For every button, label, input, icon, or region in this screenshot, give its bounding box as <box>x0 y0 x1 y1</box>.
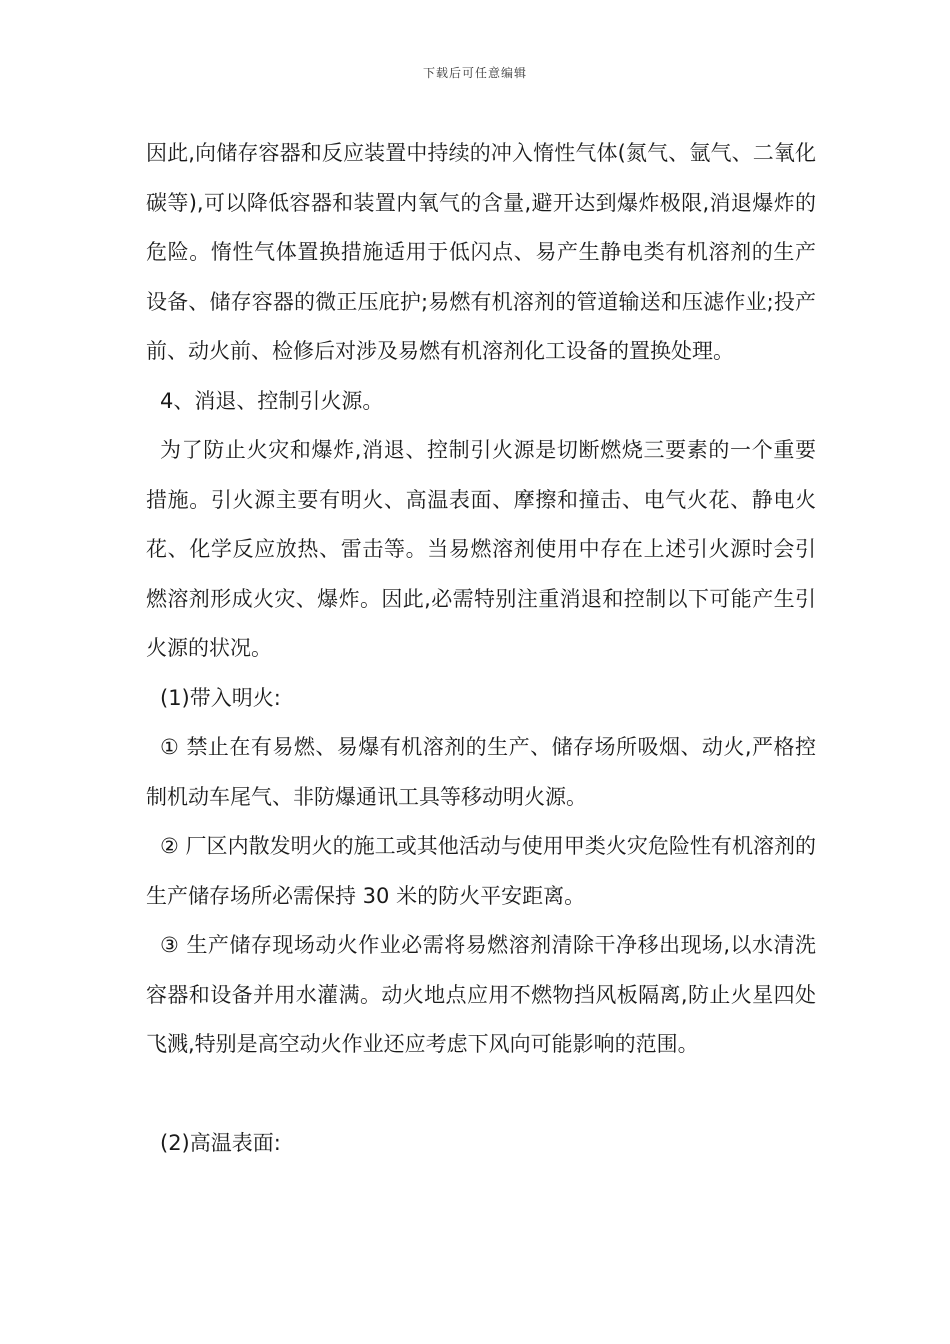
subheading-high-temp-surface: (2)高温表面: <box>160 1131 281 1155</box>
list-item-1: ① 禁止在有易燃、易爆有机溶剂的生产、储存场所吸烟、动火,严格控制机动车尾气、非防爆通讯工具等移动明火源。 <box>146 735 816 809</box>
section-heading-ignition-source: 4、消退、控制引火源。 <box>160 388 384 413</box>
list-item-2: ② 厂区内散发明火的施工或其他活动与使用甲类火灾危险性有机溶剂的生产储存场所必需保持 30 米的防火平安距离。 <box>146 834 816 908</box>
paragraph-ignition-control: 为了防止火灾和爆炸,消退、控制引火源是切断燃烧三要素的一个重要措施。引火源主要有明火、高温表面、摩擦和撞击、电气火花、静电火花、化学反应放热、雷击等。当易燃溶剂使用中存在上述引火源时会引燃溶剂形成火灾、爆炸。因此,必需特别注重消退和控制以下可能产生引火源的状况。 <box>146 438 816 660</box>
page-header: 下载后可任意编辑 <box>422 66 527 80</box>
document-body <box>146 129 816 1169</box>
paragraph-inert-gas: 因此,向储存容器和反应装置中持续的冲入惰性气体(氮气、氩气、二氧化碳等),可以降低容器和装置内氧气的含量,避开达到爆炸极限,消退爆炸的危险。惰性气体置换措施适用于低闪点、易产生静电类有机溶剂的生产设备、储存容器的微正压庇护;易燃有机溶剂的管道输送和压滤作业;投产前、动火前、检修后对涉及易燃有机溶剂化工设备的置换处理。 <box>146 141 816 363</box>
blank-line <box>146 1070 816 1120</box>
list-item-3: ③ 生产储存现场动火作业必需将易燃溶剂清除干净移出现场,以水清洗容器和设备并用水灌满。动火地点应用不燃物挡风板隔离,防止火星四处飞溅,特别是高空动火作业还应考虑下风向可能影响的范围。 <box>146 933 816 1056</box>
subheading-open-flame: (1)带入明火: <box>160 685 281 710</box>
